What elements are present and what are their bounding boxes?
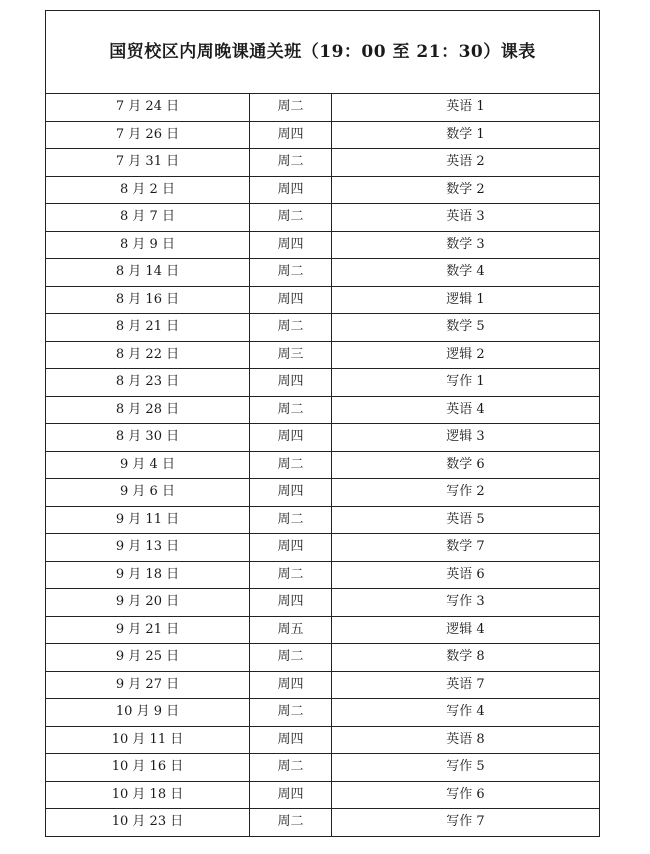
course-cell: 逻辑 1 <box>332 286 600 314</box>
date-cell: 10 月 16 日 <box>46 754 250 782</box>
table-row <box>46 204 600 232</box>
course-cell: 写作 1 <box>332 369 600 397</box>
date-cell: 8 月 16 日 <box>46 286 250 314</box>
weekday-cell: 周三 <box>250 341 332 369</box>
course-cell: 逻辑 3 <box>332 424 600 452</box>
date-cell: 8 月 30 日 <box>46 424 250 452</box>
course-cell: 数学 4 <box>332 259 600 287</box>
table-row <box>46 424 600 452</box>
table-row <box>46 644 600 672</box>
table-row <box>46 534 600 562</box>
date-cell: 8 月 7 日 <box>46 204 250 232</box>
date-cell: 8 月 22 日 <box>46 341 250 369</box>
weekday-cell: 周二 <box>250 451 332 479</box>
course-cell: 写作 7 <box>332 809 600 837</box>
course-cell: 写作 3 <box>332 589 600 617</box>
table-row <box>46 369 600 397</box>
course-cell: 英语 7 <box>332 671 600 699</box>
schedule-title: 国贸校区内周晚课通关班（19：00 至 21：30）课表 <box>46 11 600 94</box>
date-cell: 9 月 18 日 <box>46 561 250 589</box>
date-cell: 9 月 4 日 <box>46 451 250 479</box>
weekday-cell: 周二 <box>250 561 332 589</box>
course-cell: 数学 8 <box>332 644 600 672</box>
weekday-cell: 周二 <box>250 149 332 177</box>
table-row <box>46 314 600 342</box>
course-cell: 英语 3 <box>332 204 600 232</box>
weekday-cell: 周四 <box>250 369 332 397</box>
table-row <box>46 781 600 809</box>
date-cell: 9 月 6 日 <box>46 479 250 507</box>
weekday-cell: 周二 <box>250 506 332 534</box>
course-cell: 英语 5 <box>332 506 600 534</box>
date-cell: 8 月 9 日 <box>46 231 250 259</box>
table-row <box>46 286 600 314</box>
date-cell: 9 月 13 日 <box>46 534 250 562</box>
date-cell: 9 月 27 日 <box>46 671 250 699</box>
date-cell: 9 月 21 日 <box>46 616 250 644</box>
date-cell: 8 月 2 日 <box>46 176 250 204</box>
weekday-cell: 周二 <box>250 754 332 782</box>
course-cell: 写作 6 <box>332 781 600 809</box>
weekday-cell: 周二 <box>250 314 332 342</box>
schedule-body <box>46 11 600 837</box>
course-cell: 写作 4 <box>332 699 600 727</box>
weekday-cell: 周二 <box>250 94 332 122</box>
date-cell: 7 月 31 日 <box>46 149 250 177</box>
table-row <box>46 754 600 782</box>
course-cell: 逻辑 4 <box>332 616 600 644</box>
course-cell: 写作 5 <box>332 754 600 782</box>
table-row <box>46 479 600 507</box>
weekday-cell: 周四 <box>250 781 332 809</box>
weekday-cell: 周二 <box>250 644 332 672</box>
course-cell: 英语 4 <box>332 396 600 424</box>
table-row <box>46 149 600 177</box>
weekday-cell: 周四 <box>250 424 332 452</box>
table-row <box>46 176 600 204</box>
course-cell: 数学 5 <box>332 314 600 342</box>
table-row <box>46 671 600 699</box>
weekday-cell: 周四 <box>250 231 332 259</box>
date-cell: 7 月 24 日 <box>46 94 250 122</box>
course-cell: 数学 2 <box>332 176 600 204</box>
weekday-cell: 周四 <box>250 671 332 699</box>
weekday-cell: 周二 <box>250 259 332 287</box>
date-cell: 10 月 23 日 <box>46 809 250 837</box>
table-row <box>46 121 600 149</box>
weekday-cell: 周四 <box>250 479 332 507</box>
table-row <box>46 616 600 644</box>
weekday-cell: 周四 <box>250 534 332 562</box>
date-cell: 10 月 18 日 <box>46 781 250 809</box>
title-row <box>46 11 600 94</box>
table-row <box>46 809 600 837</box>
table-row <box>46 561 600 589</box>
weekday-cell: 周四 <box>250 589 332 617</box>
table-row <box>46 396 600 424</box>
table-row <box>46 94 600 122</box>
weekday-cell: 周五 <box>250 616 332 644</box>
course-cell: 数学 6 <box>332 451 600 479</box>
weekday-cell: 周二 <box>250 204 332 232</box>
date-cell: 8 月 23 日 <box>46 369 250 397</box>
table-row <box>46 341 600 369</box>
date-cell: 9 月 11 日 <box>46 506 250 534</box>
course-cell: 英语 6 <box>332 561 600 589</box>
date-cell: 8 月 28 日 <box>46 396 250 424</box>
date-cell: 9 月 25 日 <box>46 644 250 672</box>
course-cell: 英语 2 <box>332 149 600 177</box>
weekday-cell: 周四 <box>250 286 332 314</box>
date-cell: 8 月 21 日 <box>46 314 250 342</box>
course-cell: 英语 8 <box>332 726 600 754</box>
course-cell: 英语 1 <box>332 94 600 122</box>
course-cell: 数学 3 <box>332 231 600 259</box>
schedule-table <box>45 10 600 837</box>
table-row <box>46 726 600 754</box>
table-row <box>46 589 600 617</box>
course-cell: 写作 2 <box>332 479 600 507</box>
weekday-cell: 周二 <box>250 396 332 424</box>
course-cell: 逻辑 2 <box>332 341 600 369</box>
weekday-cell: 周二 <box>250 699 332 727</box>
table-row <box>46 451 600 479</box>
weekday-cell: 周四 <box>250 121 332 149</box>
weekday-cell: 周四 <box>250 176 332 204</box>
date-cell: 10 月 9 日 <box>46 699 250 727</box>
weekday-cell: 周二 <box>250 809 332 837</box>
date-cell: 7 月 26 日 <box>46 121 250 149</box>
course-cell: 数学 7 <box>332 534 600 562</box>
table-row <box>46 259 600 287</box>
table-row <box>46 231 600 259</box>
weekday-cell: 周四 <box>250 726 332 754</box>
table-row <box>46 506 600 534</box>
date-cell: 9 月 20 日 <box>46 589 250 617</box>
course-cell: 数学 1 <box>332 121 600 149</box>
date-cell: 10 月 11 日 <box>46 726 250 754</box>
date-cell: 8 月 14 日 <box>46 259 250 287</box>
table-row <box>46 699 600 727</box>
